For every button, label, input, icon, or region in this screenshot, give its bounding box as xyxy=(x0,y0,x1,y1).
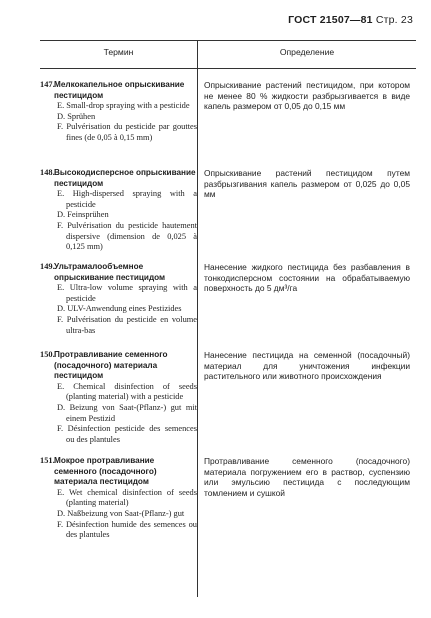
table-header-rule xyxy=(40,68,416,69)
term-definition: Протравливание семенного (посадочного) материала погружением его в раствор, суспензию или эмульсию пестицида с последующим томлением и сушкой xyxy=(204,456,410,498)
page-header xyxy=(288,14,413,26)
term-english: E. Wet chemical disinfection of seeds (planting material) xyxy=(57,487,197,508)
term-english: E. High-dispersed spraying with a pesticide xyxy=(57,189,197,209)
term-german: D. Naßbeizung von Saat-(Pflanz-) gut xyxy=(57,508,185,518)
term-english: E. Ultra-low volume spraying with a pesticide xyxy=(57,283,197,303)
term-definition: Опрыскивание растений пестицидом путем разбрызгивания капель размером от 0,025 до 0,05 мм xyxy=(204,168,410,200)
term-english: E. Small-drop spraying with a pesticide xyxy=(57,101,190,111)
term-french: F. Désinfection humide des semences ou des plantules xyxy=(57,519,197,540)
term-entry xyxy=(40,80,197,144)
term-french: F. Pulvérisation du pesticide par gouttes fines (de 0,05 à 0,15 mm) xyxy=(57,122,197,142)
term-entry xyxy=(40,168,197,253)
term-french: F. Pulvérisation du pesticide en volume ultra-bas xyxy=(57,314,197,335)
page-number: Стр. 23 xyxy=(375,14,413,26)
term-name: Высокодисперсное опрыскивание пестицидом xyxy=(54,168,196,188)
column-header-definition: Определение xyxy=(279,47,335,57)
term-german: D. Beizung von Saat-(Pflanz-) gut mit einem Pestizid xyxy=(57,402,197,423)
term-english: E. Chemical disinfection of seeds (planting material) with a pesticide xyxy=(57,381,197,402)
term-name: Ультрамалообъемное опрыскивание пестицидом xyxy=(54,262,166,282)
term-german: D. Feinsprühen xyxy=(57,210,109,220)
term-definition: Опрыскивание растений пестицидом, при котором не менее 80 % жидкости разбрызгивается в виде капель размером от 0,05 до 0,15 мм xyxy=(204,80,410,112)
term-number: 150. xyxy=(40,350,55,359)
term-number: 149. xyxy=(40,262,55,271)
standard-title: ГОСТ 21507—81 xyxy=(288,14,373,26)
term-french: F. Désinfection pesticide des semences ou des plantules xyxy=(57,424,197,444)
term-german: D. ULV-Anwendung eines Pestizides xyxy=(57,304,182,314)
term-definition: Нанесение жидкого пестицида без разбавления в тонкодисперсном состоянии на обрабатываемую поверхность до 5 дм³/га xyxy=(204,262,410,294)
column-header-term: Термин xyxy=(103,47,134,57)
term-number: 151. xyxy=(40,456,55,465)
term-german: D. Sprühen xyxy=(57,111,96,121)
term-french: F. Pulvérisation du pesticide hautement dispersive (dimension de 0,025 à 0,125 mm) xyxy=(57,220,197,252)
term-name: Мокрое протравливание семенного (посадочного) материала пестицидом xyxy=(54,456,157,487)
term-definition: Нанесение пестицида на семенной (посадочный) материал для уничтожения инфекции растительного или животного происхождения xyxy=(204,350,410,382)
term-entry xyxy=(40,262,197,336)
term-entry xyxy=(40,350,197,445)
column-divider xyxy=(197,40,198,597)
term-entry xyxy=(40,456,197,541)
term-number: 147. xyxy=(40,80,55,89)
term-number: 148. xyxy=(40,168,55,177)
table-top-rule xyxy=(40,40,416,41)
term-name: Мелкокапельное опрыскивание пестицидом xyxy=(54,80,185,100)
term-name: Протравливание семенного (посадочного) материала пестицидом xyxy=(54,350,168,381)
